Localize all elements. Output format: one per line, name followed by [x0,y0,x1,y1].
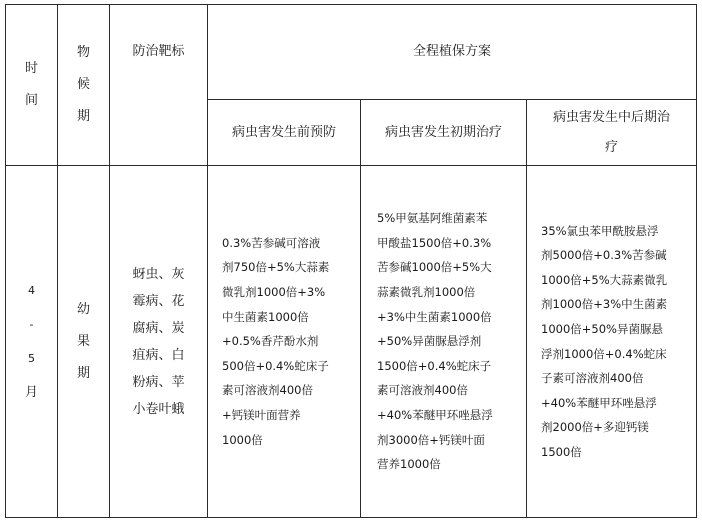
header-time-char: 间 [24,93,38,108]
header-phenology [58,5,109,165]
early-line: 苦参碱1000倍+5%大 [377,260,492,275]
early-line: 素可溶液剂400倍 [377,383,468,398]
header-late-line: 疗 [604,139,618,155]
late-line: 子素可溶液剂400倍 [541,371,644,386]
row-time-char: - [29,317,34,331]
late-line: 35%氯虫苯甲酰胺悬浮 [541,223,659,238]
row-phenology-char: 期 [76,365,90,381]
prevention-line: 中生菌素1000倍 [222,309,309,324]
early-line: 甲酸盐1500倍+0.3% [377,235,492,250]
row-time-char: 4 [27,283,35,297]
row-time-char: 月 [24,384,38,400]
prevention-line: 素可溶液剂400倍 [222,383,313,398]
row-phenology-char: 幼 [76,301,90,317]
early-line: 营养1000倍 [377,457,441,472]
header-time [6,5,57,165]
row-late [541,166,695,517]
prevention-line: 1000倍 [222,432,263,447]
target-line: 霉病、花 [132,293,185,309]
late-line: 浮剂1000倍+0.4%蛇床 [541,346,667,361]
table-border-right [696,4,697,518]
row-target [110,166,207,517]
early-line: 蒜素微乳剂1000倍 [377,285,476,300]
target-line: 蚜虫、灰 [132,266,185,282]
target-line: 小卷叶蛾 [132,401,185,417]
row-phenology [58,166,109,517]
row-prevention [222,166,358,517]
row-time-char: 5 [27,351,35,365]
header-plan: 全程植保方案 [412,44,491,59]
row-time [6,166,57,517]
late-line: 1500倍 [541,444,582,459]
prevention-line: 微乳剂1000倍+3% [222,285,326,300]
target-line: 疽病、白 [132,347,185,363]
target-line: 粉病、苹 [132,374,185,390]
prevention-line: 剂750倍+5%大蒜素 [222,260,330,275]
prevention-line: 500倍+0.4%蛇床子 [222,358,329,373]
early-line: +3%中生菌素1000倍 [377,309,492,324]
early-line: +50%异菌脲悬浮剂 [377,334,482,349]
header-prevention: 病虫害发生前预防 [231,124,336,140]
header-early: 病虫害发生初期治疗 [384,124,502,140]
header-late [527,100,696,165]
header-phenology-char: 物 [76,45,90,60]
late-line: 剂1000倍+3%中生菌素 [541,297,668,312]
row-phenology-char: 果 [76,333,90,349]
late-line: +40%苯醚甲环唑悬浮 [541,395,657,410]
row-early [377,166,525,517]
target-line: 腐病、炭 [132,320,185,336]
header-time-char: 时 [24,61,38,76]
early-line: 1500倍+0.4%蛇床子 [377,358,492,373]
early-line: 剂3000倍+钙镁叶面 [377,432,485,447]
late-line: 剂5000倍+0.3%苦参碱 [541,248,667,263]
header-target: 防治靶标 [132,44,185,59]
header-phenology-char: 候 [76,77,90,92]
prevention-line: +0.5%香芹酚水剂 [222,334,319,349]
prevention-line: 0.3%苦参碱可溶液 [222,235,321,250]
late-line: 1000倍+5%大蒜素微乳 [541,272,668,287]
header-phenology-char: 期 [76,109,90,124]
late-line: 剂2000倍+多迎钙镁 [541,420,649,435]
prevention-line: +钙镁叶面营养 [222,407,301,422]
header-late-line: 病虫害发生中后期治 [552,109,670,125]
early-line: 5%甲氨基阿维菌素苯 [377,211,488,226]
late-line: 1000倍+50%异菌脲悬 [541,321,663,336]
early-line: +40%苯醚甲环唑悬浮 [377,407,493,422]
